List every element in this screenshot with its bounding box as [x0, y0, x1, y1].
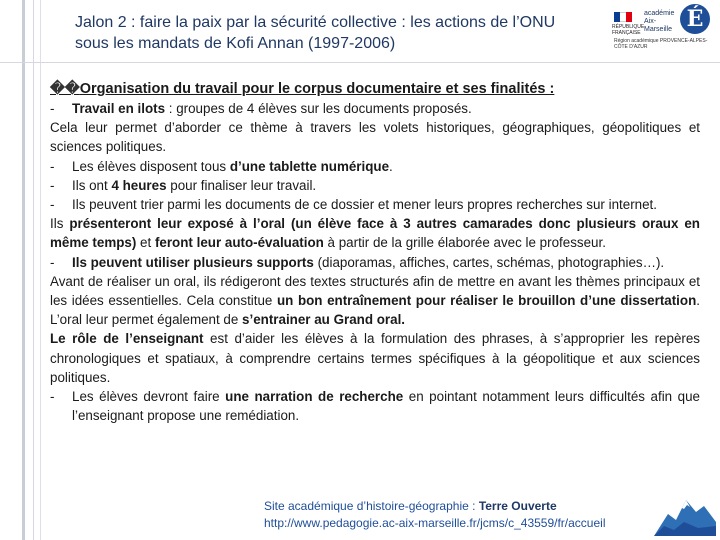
academie-e-icon: É: [680, 4, 710, 34]
bullet-glyph: ��: [50, 81, 80, 97]
document-body: [50, 80, 700, 425]
site-name: Terre Ouverte: [478, 499, 557, 513]
footer: [264, 498, 605, 532]
bullet-item: - Ils ont 4 heures pour finaliser leur travail.: [50, 177, 317, 193]
header-divider: [0, 62, 720, 63]
paragraph: Le rôle de l’enseignant est d’aider les élèves à la formulation des phrases, à s’approprier les repères chronologiques et spatiaux, à comprendre certains termes spécifiques à la géopolitique et aux sciences politiques.: [50, 331, 701, 385]
bullet-item: - Ils peuvent utiliser plusieurs supports (diaporamas, affiches, cartes, schémas, photographies…).: [50, 254, 665, 270]
paragraph: Avant de réaliser un oral, ils rédigeront des textes structurés afin de mettre en avant les thèmes principaux et les idées essentielles. Cela constitue un bon entraînement pour réaliser le brouillon d’une dissertation. L’oral leur permet également de s’entrainer au Grand oral.: [50, 273, 700, 328]
republique-label: RÉPUBLIQUE FRANÇAISE: [612, 24, 645, 36]
bullet-item: - Travail en ilots : groupes de 4 élèves sur les documents proposés.: [50, 101, 472, 116]
bullet-item: - Ils peuvent trier parmi les documents de ce dossier et mener leurs propres recherches sur internet.: [50, 197, 657, 213]
footer-url-link[interactable]: http://www.pedagogie.ac-aix-marseille.fr/jcms/c_43559/fr/accueil: [264, 516, 606, 530]
french-flag-icon: [614, 12, 632, 22]
terre-ouverte-mountain-icon: [654, 486, 716, 536]
heading-text: Organisation du travail pour le corpus documentaire et ses finalités :: [79, 81, 555, 97]
region-label: Région académique PROVENCE-ALPES-CÔTE D'AZUR: [614, 38, 708, 50]
footer-site-line: Site académique d’histoire-géographie : Terre Ouverte: [264, 499, 557, 513]
paragraph: Cela leur permet d’aborder ce thème à travers les volets historiques, géographiques, géopolitiques et sciences politiques.: [50, 120, 700, 155]
paragraph: Ils présenteront leur exposé à l’oral (un élève face à 3 autres camarades donc plusieurs oraux en même temps) et feront leur auto-évaluation à partir de la grille élaborée avec le professeur.: [50, 216, 700, 251]
academie-label: académie Aix-Marseille: [644, 10, 675, 33]
decor-bar-right: [40, 0, 41, 540]
academie-logo: [612, 4, 716, 54]
section-heading: [50, 80, 700, 99]
bullet-item: - Les élèves disposent tous d’une tablette numérique.: [50, 158, 393, 174]
decor-bar-mid: [33, 0, 34, 540]
bullet-item: - Les élèves devront faire une narration de recherche en pointant notamment leurs difficultés afin que l’enseignant propose une remédiation.: [50, 389, 700, 424]
decor-bar-left: [22, 0, 25, 540]
slide-title: Jalon 2 : faire la paix par la sécurité collective : les actions de l’ONU sous les mandats de Kofi Annan (1997-2006): [75, 14, 556, 52]
